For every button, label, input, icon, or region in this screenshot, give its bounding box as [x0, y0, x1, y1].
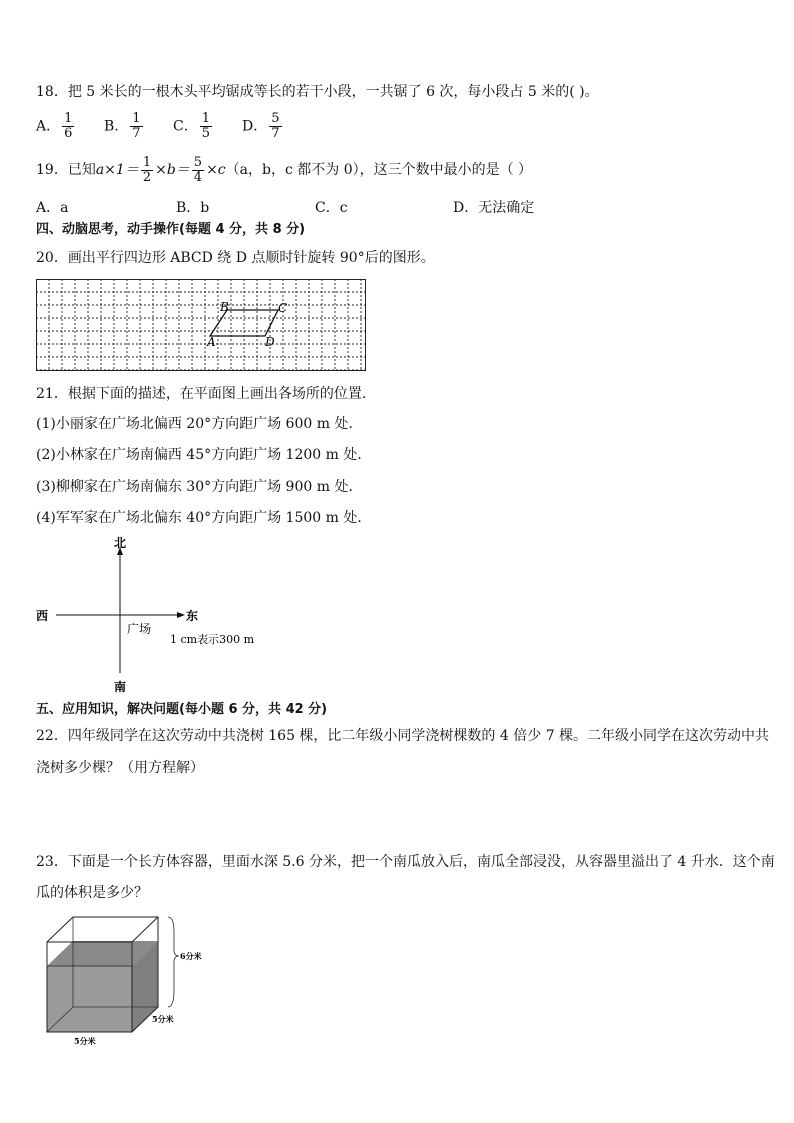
- q19-prefix: 19．已知: [36, 162, 96, 178]
- q21-item-4: (4)军军家在广场北偏东 40°方向距广场 1500 m 处．: [36, 510, 372, 526]
- q18-stem: 18．把 5 米长的一根木头平均锯成等长的若干小段，一共锯了 6 次，每小段占 5 米的( )。: [36, 84, 599, 100]
- label-d: D: [265, 335, 275, 349]
- q19-option-d: D．无法确定: [453, 200, 535, 216]
- q18-option-a-den: 6: [64, 126, 73, 141]
- q20-grid-figure: [36, 279, 366, 371]
- q18-option-c-den: 5: [201, 126, 210, 141]
- q23-line2: 瓜的体积是多少？: [36, 885, 148, 901]
- q19-stem: [36, 154, 532, 186]
- q19-option-c: C．c: [315, 200, 348, 216]
- q18-option-b-num: 1: [132, 111, 141, 126]
- q18-option-d-den: 7: [271, 126, 280, 141]
- section5-heading: 五、应用知识，解决问题(每小题 6 分，共 42 分): [36, 702, 328, 717]
- label-north: 北: [114, 536, 127, 550]
- q18-option-c-letter: C．: [173, 118, 198, 135]
- q18-option-a-letter: A．: [36, 118, 61, 135]
- q19-frac1-num: 1: [142, 154, 152, 170]
- dim-height: 6分米: [180, 951, 202, 961]
- q23-line1: 23．下面是一个长方体容器，里面水深 5.6 分米，把一个南瓜放入后，南瓜全部浸没，从容器里溢出了 4 升水．这个南: [36, 854, 775, 870]
- q21-item-3: (3)柳柳家在广场南偏东 30°方向距广场 900 m 处．: [36, 479, 363, 495]
- q19-b-part: ×b＝: [155, 162, 190, 178]
- label-east: 东: [186, 609, 199, 623]
- q19-suffix: （a，b，c 都不为 0），这三个数中最小的是（ ）: [225, 162, 533, 178]
- cuboid-container-figure: [40, 912, 220, 1052]
- dim-width: 5分米: [74, 1036, 96, 1046]
- section4-heading: 四、动脑思考，动手操作(每题 4 分，共 8 分): [36, 222, 306, 237]
- water-front: [47, 966, 132, 1032]
- q18-option-b-den: 7: [132, 126, 141, 141]
- q19-option-b: B．b: [176, 200, 210, 216]
- q19-option-a: A．a: [36, 200, 69, 216]
- q21-item-2: (2)小林家在广场南偏西 45°方向距广场 1200 m 处．: [36, 447, 372, 463]
- q19-a-part: a×1＝: [95, 162, 139, 178]
- q22-line1: 22．四年级同学在这次劳动中共浇树 165 棵，比二年级小同学浇树棵数的 4 倍少 7 棵。二年级小同学在这次劳动中共: [36, 728, 770, 744]
- q18-option-d-num: 5: [271, 111, 280, 126]
- q19-frac1-den: 2: [142, 169, 152, 185]
- q18-option-a-num: 1: [64, 111, 73, 126]
- q19-frac2-den: 4: [193, 169, 203, 185]
- compass-map: [30, 533, 270, 698]
- label-south: 南: [114, 680, 127, 694]
- label-c: C: [278, 301, 288, 315]
- q18-option-b: [104, 112, 145, 141]
- label-a: A: [207, 335, 216, 349]
- q19-c-part: ×c: [206, 162, 226, 178]
- height-brace: [168, 917, 179, 1007]
- q18-option-b-letter: B．: [104, 118, 129, 135]
- q18-option-a: [36, 112, 76, 141]
- label-b: B: [220, 300, 229, 314]
- q18-option-c: [173, 112, 214, 141]
- east-arrow-icon: [177, 612, 185, 618]
- label-west: 西: [36, 609, 49, 623]
- q19-frac2-num: 5: [193, 154, 203, 170]
- q22-line2: 浇树多少棵？（用方程解）: [36, 760, 204, 776]
- q21-item-1: (1)小丽家在广场北偏西 20°方向距广场 600 m 处．: [36, 416, 363, 432]
- q21-stem: 21．根据下面的描述，在平面图上画出各场所的位置．: [36, 386, 376, 402]
- q18-option-d-letter: D．: [242, 118, 268, 135]
- q18-option-c-num: 1: [201, 111, 210, 126]
- map-scale: 1 cm表示300 m: [170, 633, 255, 646]
- dim-depth: 5分米: [152, 1014, 174, 1024]
- label-center: 广场: [127, 622, 152, 636]
- q18-option-d: [242, 112, 284, 141]
- q20-stem: 20．画出平行四边形 ABCD 绕 D 点顺时针旋转 90°后的图形。: [36, 250, 435, 266]
